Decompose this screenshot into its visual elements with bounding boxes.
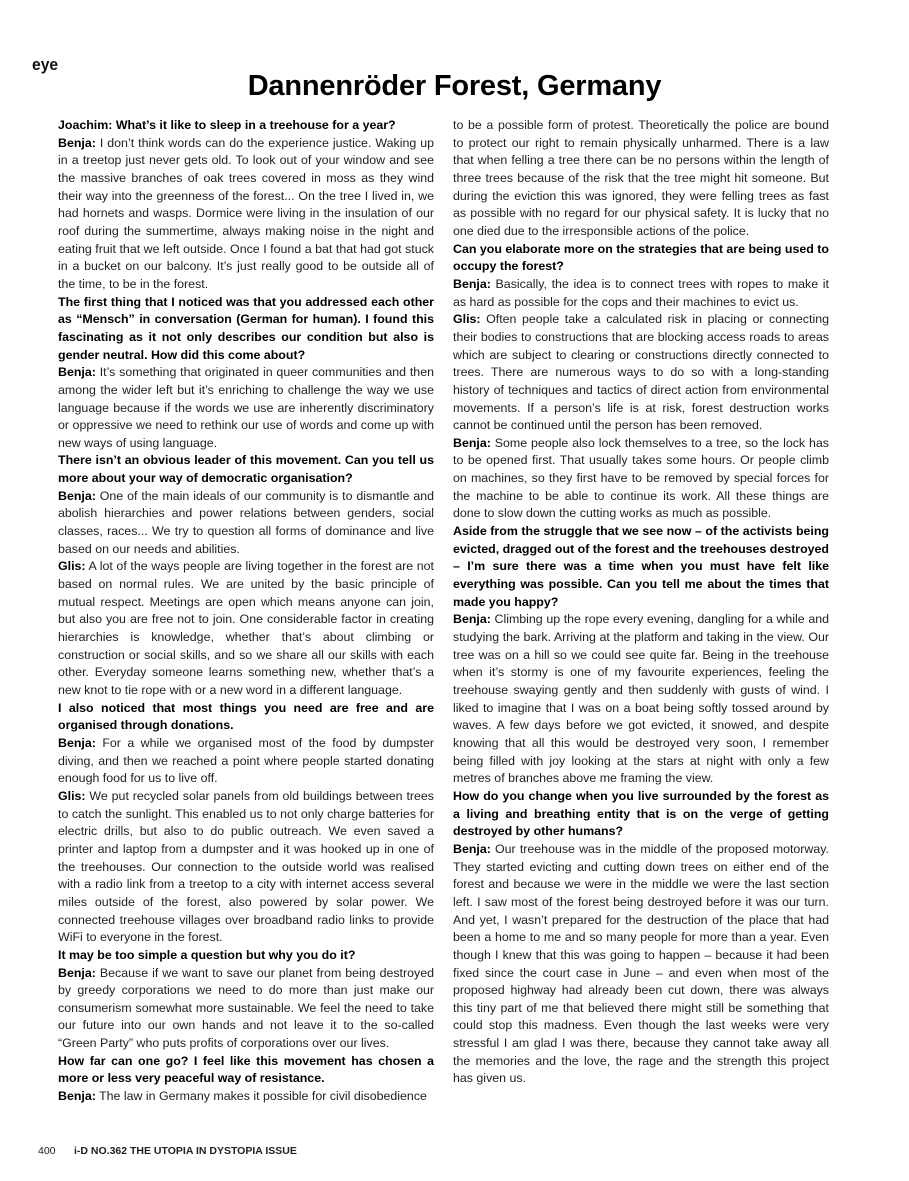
- interview-answer: [58, 558, 434, 699]
- answer-text: Our treehouse was in the middle of the proposed motorway. They started evicting and cutting down trees on either end of the forest and because we were in the middle we were the last section left. I saw most of the forest being destroyed before it was our turn. And yet, I wasn’t prepared for the destruction of the place that had been a home to me and so many people for more than a year. Even though I knew that this was going to happen – because it had been fixed since the court case in June – and even when most of the proposed highway had already been cut down, there was always this tiny part of me that believed there might still be something that could stop this madness. Even though the last weeks were very stressful I am glad I was there, because they cannot take away all the memories and the love, the rage and the strength this project has given us.: [453, 841, 829, 1086]
- interview-answer: [58, 1088, 434, 1106]
- answer-text: Climbing up the rope every evening, dangling for a while and studying the bark. Arriving at the platform and taking in the view. Our tree was on a hill so we could see quite far. Being in the treehouse when it’s stormy is one of my favourite experiences, feeling the treehouse swaying gently and then suddenly with gusts of wind. I liked to imagine that I was on a boat being softly tossed around by waves. A few days before we got evicted, it snowed, and despite knowing that all this would be destroyed very soon, I remember being filled with joy looking at the stars at night with only a few metres of branches above me framing the view.: [453, 612, 829, 786]
- interview-answer: [453, 311, 829, 435]
- answer-text: The law in Germany makes it possible for civil disobedience: [95, 1089, 427, 1104]
- speaker-name: Benja:: [453, 841, 491, 856]
- article-title: Dannenröder Forest, Germany: [247, 70, 662, 102]
- interview-question: How do you change when you live surrounded by the forest as a living and breathing entity that is on the verge of getting destroyed by other humans?: [453, 788, 829, 839]
- left-column: [58, 117, 434, 1106]
- answer-text: Basically, the idea is to connect trees with ropes to make it as hard as possible for the cops and their machines to evict us.: [453, 276, 829, 309]
- speaker-name: Benja:: [453, 435, 491, 450]
- interview-answer: [58, 965, 434, 1053]
- section-tag: eye: [32, 55, 59, 74]
- interview-question: How far can one go? I feel like this movement has chosen a more or less very peaceful way of resistance.: [58, 1053, 434, 1086]
- speaker-name: Benja:: [58, 365, 96, 380]
- publication-name: i-D NO.362 THE UTOPIA IN DYSTOPIA ISSUE: [74, 1145, 297, 1157]
- speaker-name: Benja:: [58, 135, 96, 150]
- interview-answer: [58, 135, 434, 294]
- interview-answer: [453, 435, 829, 523]
- page-number: 400: [38, 1145, 56, 1157]
- interview-answer: [453, 276, 829, 311]
- interview-question: It may be too simple a question but why you do it?: [58, 947, 356, 962]
- answer-text: For a while we organised most of the food by dumpster diving, and then we reached a point where people started donating enough food for us to live off.: [58, 735, 434, 786]
- answer-text: A lot of the ways people are living together in the forest are not based on normal rules. We are united by the basic principle of mutual respect. Meetings are open which means anyone can join, but also you are free not to join. One considerable factor in creating hierarchies is knowledge, whether that’s about climbing or construction or social skills, and so we share all our skills with each other. Everyday someone learns something new, whether that’s a new knot to tie rope with or a new word in a different language.: [58, 559, 434, 697]
- interview-answer: [58, 788, 434, 947]
- interview-answer: [453, 841, 829, 1088]
- interview-question: I also noticed that most things you need are free and are organised through donations.: [58, 700, 434, 733]
- speaker-name: Glis:: [453, 312, 481, 327]
- interview-answer: [58, 488, 434, 559]
- page-footer: [38, 1145, 297, 1157]
- speaker-name: Benja:: [453, 612, 491, 627]
- speaker-name: Benja:: [58, 1089, 96, 1104]
- speaker-name: Benja:: [58, 965, 96, 980]
- answer-text: Often people take a calculated risk in placing or connecting their bodies to constructions that are blocking access roads to areas which are subject to clearing or constructions directly connected to trees. There are numerous ways to do so with a long-standing history of techniques and tactics of direct action from environmental movements. If a person’s life is at risk, forest destruction works cannot be continued until the person has been removed.: [453, 312, 829, 433]
- answer-text: Because if we want to save our planet from being destroyed by greedy corporations we need to do more than just make our consumerism somewhat more sustainable. We feel the need to take our future into our own hands and not leave it to the so-called “Green Party” who puts profits of corporations over our lives.: [58, 965, 434, 1051]
- speaker-name: Benja:: [453, 276, 491, 291]
- speaker-name: Benja:: [58, 488, 96, 503]
- speaker-name: Glis:: [58, 559, 86, 574]
- right-column: [453, 117, 829, 1088]
- answer-text: It’s something that originated in queer communities and then among the wider left but it’s enriching to challenge the way we use language because if the words we use are inherently discriminatory or oppressive we need to rethink our use of words and come up with new ways of using language.: [58, 365, 434, 450]
- continued-text: to be a possible form of protest. Theoretically the police are bound to protect our right to remain physically unharmed. There is a law that when felling a tree there can be no persons within the length of three trees because of the risk that the tree might hit someone. But during the eviction this was ignored, they were felling trees as fast as possible with no regard for our physical safety. It is lucky that no one died due to the irresponsible actions of the police.: [453, 118, 829, 238]
- answer-text: We put recycled solar panels from old buildings between trees to catch the sunlight. This enabled us to not only charge batteries for electric drills, but also to do public outreach. We even saved a printer and laptop from a dumpster and it was hooked up in one of the treehouses. Our connection to the outside world was realised with a radio link from a treetop to a city with internet access several miles outside of the forest, also powered by solar power. We connected treehouse villages over broadband radio links to provide WiFi to everyone in the forest.: [58, 788, 434, 945]
- answer-text: I don’t think words can do the experience justice. Waking up in a treetop just never gets old. To look out of your window and see the massive branches of oak trees covered in moss as they wind their way into the greenness of the forest... On the tree I lived in, we had hornets and wasps. Dormice were living in the insulation of our roof during the summertime, always making noise in the night and eating fruit that we left outside. Once I found a bat that had got stuck in a bucket on our balcony. It’s just really good to be outside all of the time, to be in the forest.: [58, 135, 434, 291]
- answer-text: Some people also lock themselves to a tree, so the lock has to be opened first. That usually takes some hours. Or people climb on machines, so they first have to be removed by special forces for the machine to be able to continue its work. All these things are done to slow down the cutting works as much as possible.: [453, 435, 829, 521]
- speaker-name: Benja:: [58, 735, 96, 750]
- interview-answer: [58, 735, 434, 788]
- interview-question: Joachim: What’s it like to sleep in a treehouse for a year?: [58, 118, 396, 132]
- interview-question: The first thing that I noticed was that you addressed each other as “Mensch” in conversation (German for human). I found this fascinating as it not only describes our condition but also is gender neutral. How did this come about?: [58, 294, 434, 362]
- interview-question: Can you elaborate more on the strategies that are being used to occupy the forest?: [453, 241, 829, 274]
- interview-question: There isn’t an obvious leader of this movement. Can you tell us more about your way of democratic organisation?: [58, 453, 434, 486]
- interview-answer: [58, 364, 434, 452]
- speaker-name: Glis:: [58, 788, 86, 803]
- interview-answer: [453, 611, 829, 788]
- answer-text: One of the main ideals of our community is to dismantle and abolish hierarchies and power relations between genders, social classes, races... We try to question all forms of dominance and live based on our needs and abilities.: [58, 488, 434, 556]
- interview-question: Aside from the struggle that we see now – of the activists being evicted, dragged out of the forest and the treehouses destroyed – I’m sure there was a time when you must have felt like everything was possible. Can you tell me about the times that made you happy?: [453, 524, 829, 609]
